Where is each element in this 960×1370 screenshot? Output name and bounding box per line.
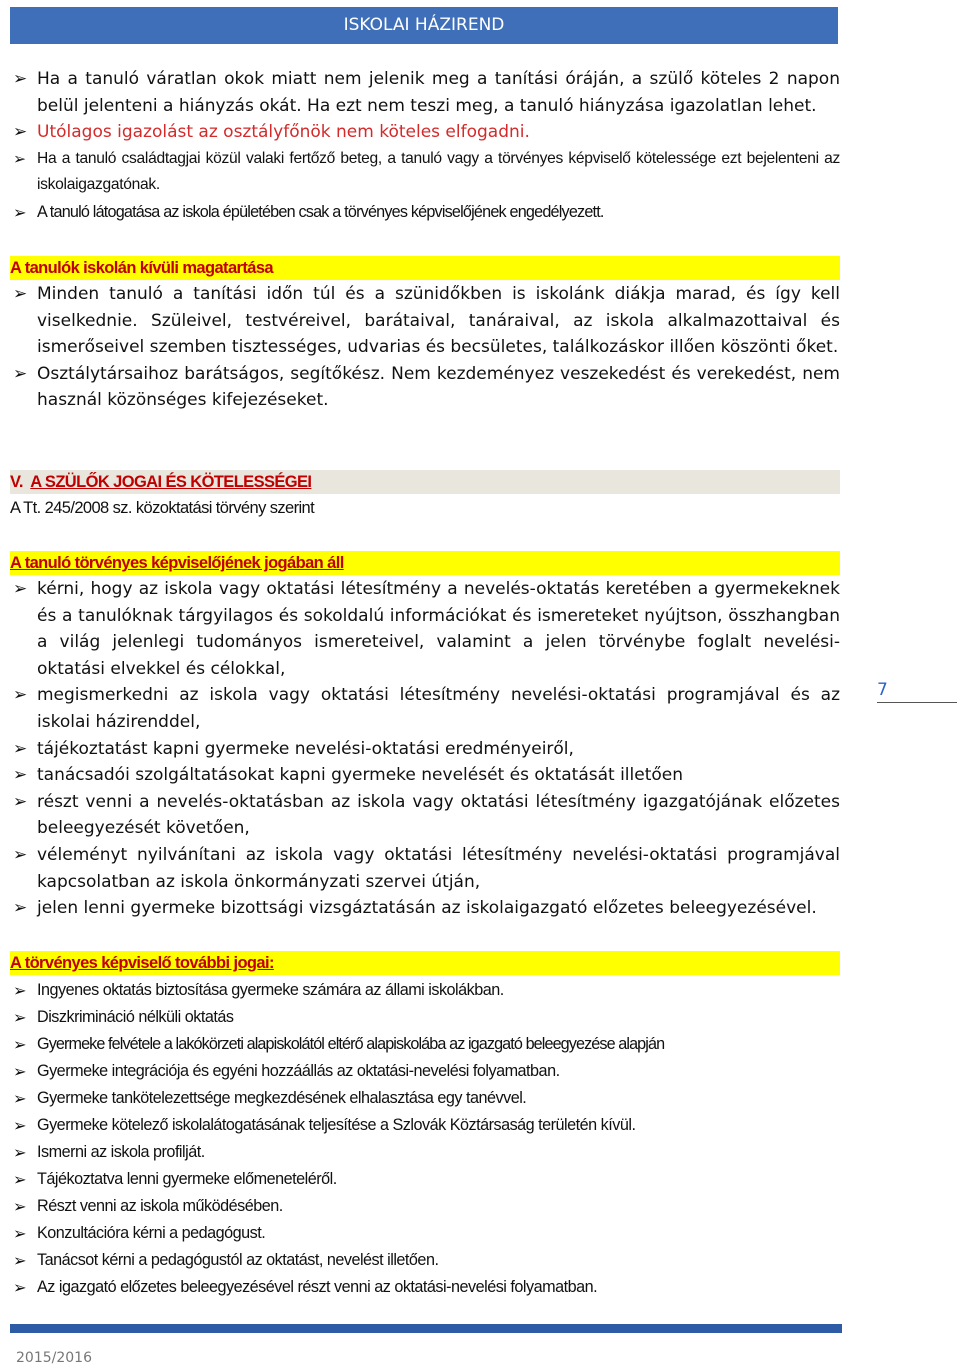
list-item: ➢ Utólagos igazolást az osztályfőnök nem köteles elfogadni. <box>10 119 840 146</box>
arrow-bullet-icon: ➢ <box>13 122 28 143</box>
arrow-bullet-icon: ➢ <box>13 791 28 812</box>
section-heading-guardian-rights: A tanuló törvényes képviselőjének jogában áll <box>10 551 840 575</box>
chapter-heading-parents-rights <box>10 470 840 494</box>
further-rights-list <box>10 977 840 1301</box>
list-item: ➢ Diszkrimináció nélküli oktatás <box>10 1004 840 1031</box>
list-item: ➢ Ismerni az iskola profilját. <box>10 1139 840 1166</box>
list-item: ➢ kérni, hogy az iskola vagy oktatási létesítmény a nevelés-oktatás keretében a gyermekeknek és a tanulóknak tárgyilagos és sokoldalú információkat és ismereteket nyújtson, összhangban a világ jelenlegi tudományos ismereteivel, valamint a jelen törvénybe foglalt nevelési-oktatási elvekkel és célokkal, <box>10 576 840 682</box>
document-title-banner <box>10 7 838 44</box>
arrow-bullet-icon: ➢ <box>13 1062 27 1081</box>
list-item: ➢ részt venni a nevelés-oktatásban az iskola vagy oktatási létesítmény igazgatójának előzetes beleegyezését követően, <box>10 789 840 842</box>
list-item: ➢ Gyermeke kötelező iskolalátogatásának teljesítése a Szlovák Köztársaság területén kívül. <box>10 1112 840 1139</box>
arrow-bullet-icon: ➢ <box>13 1008 27 1027</box>
list-item: ➢ véleményt nyilvánítani az iskola vagy oktatási létesítmény nevelési-oktatási programjával kapcsolatban az iskola önkormányzati szervei útján, <box>10 842 840 895</box>
chapter-title: A SZÜLŐK JOGAI ÉS KÖTELESSÉGEI <box>30 473 312 491</box>
arrow-bullet-icon: ➢ <box>13 1143 27 1162</box>
list-item: ➢ Részt venni az iskola működésében. <box>10 1193 840 1220</box>
arrow-bullet-icon: ➢ <box>13 981 27 1000</box>
arrow-bullet-icon: ➢ <box>13 844 28 865</box>
list-item: ➢ Tájékoztatva lenni gyermeke előmeneteléről. <box>10 1166 840 1193</box>
list-item: ➢ Ha a tanuló családtagjai közül valaki fertőző beteg, a tanuló vagy a törvényes képviselő kötelessége ezt bejelenteni az iskolaigazgatónak. <box>10 146 840 199</box>
section-heading-further-rights: A törvényes képviselő további jogai: <box>10 951 840 975</box>
list-item: ➢ Gyermeke integrációja és egyéni hozzáállás az oktatási-nevelési folyamatban. <box>10 1058 840 1085</box>
arrow-bullet-icon: ➢ <box>13 765 28 786</box>
section-heading-behavior: A tanulók iskolán kívüli magatartása <box>10 256 840 280</box>
guardian-rights-list <box>10 576 840 922</box>
list-item: ➢ A tanuló látogatása az iskola épületében csak a törvényes képviselőjének engedélyezett. <box>10 199 840 226</box>
chapter-number: V. <box>10 473 23 491</box>
arrow-bullet-icon: ➢ <box>13 363 28 384</box>
list-item: ➢ Az igazgató előzetes beleegyezésével részt venni az oktatási-nevelési folyamatban. <box>10 1274 840 1301</box>
absence-rules-list <box>10 66 840 226</box>
arrow-bullet-icon: ➢ <box>13 69 28 89</box>
list-item: ➢ Gyermeke felvétele a lakókörzeti alapiskolától eltérő alapiskolába az igazgató beleegyezése alapján <box>10 1031 840 1058</box>
behavior-list <box>10 281 840 414</box>
list-item: ➢ Minden tanuló a tanítási időn túl és a szünidőkben is iskolánk diákja marad, és így kell viselkednie. Szüleivel, testvéreivel, barátaival, tanáraival, az iskola alkalmazottaival és ismerőseivel szemben tisztességes, udvarias és becsületes, találkozáskor illően köszönti őket. <box>10 281 840 361</box>
arrow-bullet-icon: ➢ <box>13 579 28 599</box>
list-item: ➢ tájékoztatást kapni gyermeke nevelési-oktatási eredményeiről, <box>10 736 840 763</box>
arrow-bullet-icon: ➢ <box>13 1116 27 1135</box>
list-item: ➢ Konzultációra kérni a pedagógust. <box>10 1220 840 1247</box>
list-item: ➢ Gyermeke tankötelezettsége megkezdésének elhalasztása egy tanévvel. <box>10 1085 840 1112</box>
page-number: 7 <box>877 680 957 703</box>
arrow-bullet-icon: ➢ <box>13 1278 27 1297</box>
arrow-bullet-icon: ➢ <box>13 149 26 168</box>
list-item: ➢ Ingyenes oktatás biztosítása gyermeke számára az állami iskolákban. <box>10 977 840 1004</box>
arrow-bullet-icon: ➢ <box>13 1035 26 1054</box>
document-title: ISKOLAI HÁZIREND <box>343 15 505 35</box>
arrow-bullet-icon: ➢ <box>13 1170 27 1189</box>
law-reference: A Tt. 245/2008 sz. közoktatási törvény szerint <box>10 499 315 517</box>
arrow-bullet-icon: ➢ <box>13 898 28 919</box>
arrow-bullet-icon: ➢ <box>13 1197 27 1216</box>
list-item: ➢ tanácsadói szolgáltatásokat kapni gyermeke nevelését és oktatását illetően <box>10 762 840 789</box>
arrow-bullet-icon: ➢ <box>13 1251 27 1270</box>
list-item: ➢ jelen lenni gyermeke bizottsági vizsgáztatásán az iskolaigazgató előzetes beleegyezésével. <box>10 895 840 922</box>
list-item: ➢ Tanácsot kérni a pedagógustól az oktatást, nevelést illetően. <box>10 1247 840 1274</box>
list-item: ➢ Osztálytársaihoz barátságos, segítőkész. Nem kezdeményez veszekedést és verekedést, nem használ közönséges kifejezéseket. <box>10 361 840 414</box>
list-item: ➢ Ha a tanuló váratlan okok miatt nem jelenik meg a tanítási óráján, a szülő köteles 2 napon belül jelenteni a hiányzás okát. Ha ezt nem teszi meg, a tanuló hiányzása igazolatlan lehet. <box>10 66 840 119</box>
footer-school-year: 2015/2016 <box>16 1350 92 1366</box>
arrow-bullet-icon: ➢ <box>13 1224 27 1243</box>
arrow-bullet-icon: ➢ <box>13 685 28 706</box>
footer-band <box>10 1324 842 1333</box>
arrow-bullet-icon: ➢ <box>13 284 28 304</box>
arrow-bullet-icon: ➢ <box>13 1089 27 1108</box>
arrow-bullet-icon: ➢ <box>13 738 28 759</box>
arrow-bullet-icon: ➢ <box>13 202 26 222</box>
list-item: ➢ megismerkedni az iskola vagy oktatási létesítmény nevelési-oktatási programjával és az iskolai házirenddel, <box>10 682 840 735</box>
